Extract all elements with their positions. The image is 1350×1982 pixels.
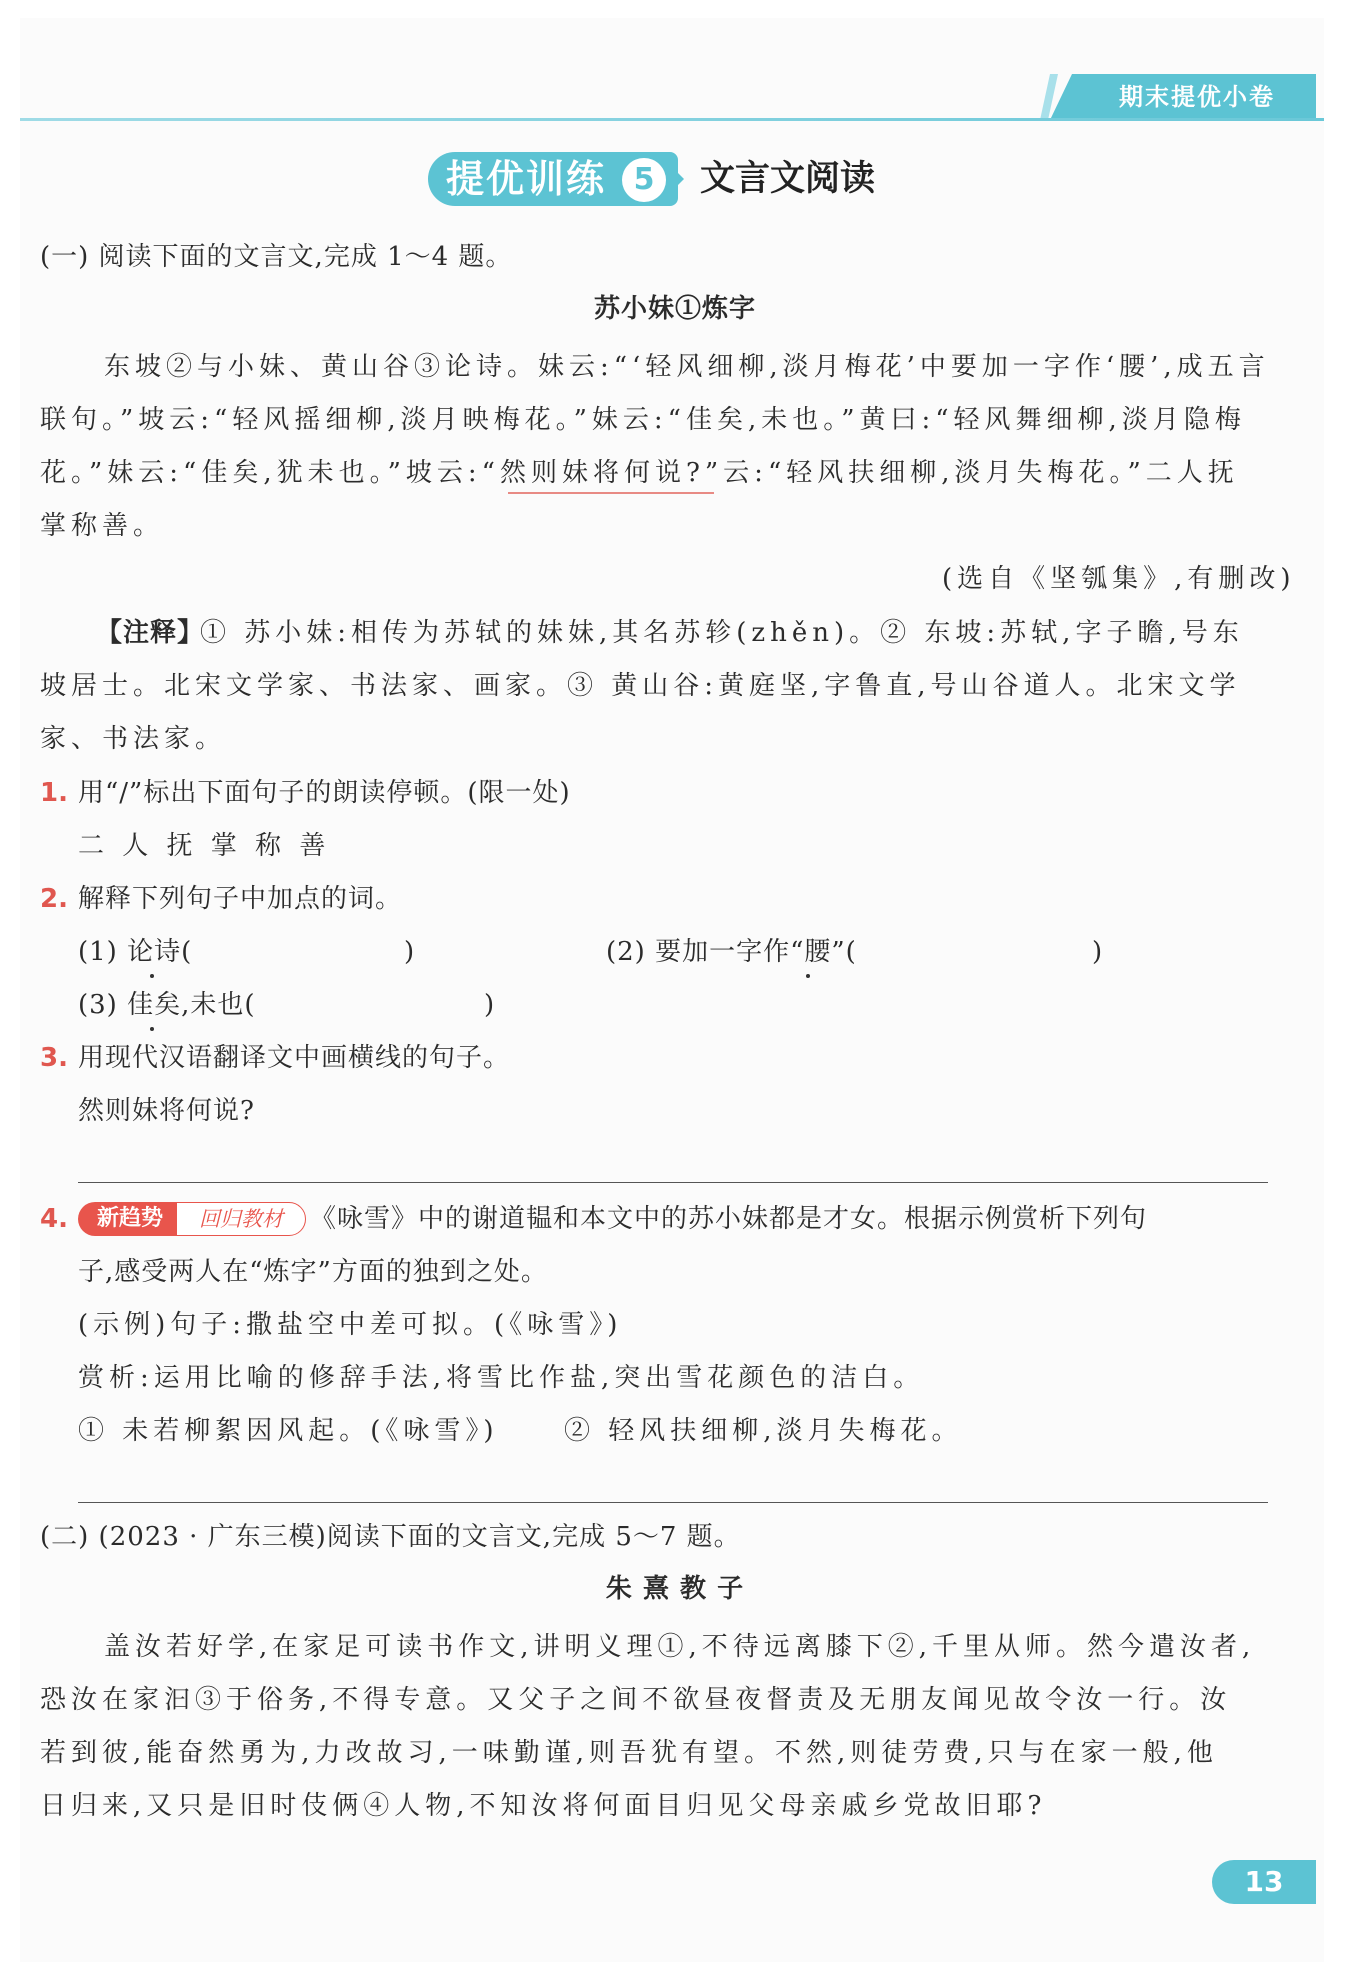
notes-line: ① 苏小妹:相传为苏轼的妹妹,其名苏轸(zhěn)。② 东坡:苏轼,字子瞻,号东 — [200, 618, 1244, 648]
answer-line[interactable] — [78, 1502, 1268, 1503]
question-text: 《咏雪》中的谢道韫和本文中的苏小妹都是才女。根据示例赏析下列句 — [310, 1204, 1148, 1234]
translation-target-underline — [508, 492, 714, 494]
example-sentence: (示例)句子:撒盐空中差可拟。(《咏雪》) — [78, 1310, 623, 1340]
title-arrow-icon — [668, 163, 684, 195]
trend-badge: 新趋势 — [78, 1202, 182, 1236]
section2-paragraph-line: 恐汝在家汩③于俗务,不得专意。又父子之间不欲昼夜督责及无朋友闻见故令汝一行。汝 — [40, 1685, 1232, 1715]
header-divider — [20, 118, 1324, 121]
section1-intro: (一) 阅读下面的文言文,完成 1～4 题。 — [40, 242, 513, 272]
question-number: 1. — [40, 778, 68, 808]
section1-paragraph-line: 掌称善。 — [40, 511, 165, 541]
header-tab-label: 期末提优小卷 — [1119, 83, 1275, 111]
answer-item-close: ) — [1092, 937, 1104, 967]
section2-paragraph-line: 若到彼,能奋然勇为,力改故习,一味勤谨,则吾犹有望。不然,则徒劳费,只与在家一般,他 — [40, 1738, 1218, 1768]
question-number: 3. — [40, 1043, 68, 1073]
section1-paragraph-line: 花。”妹云:“佳矣,犹未也。”坡云:“然则妹将何说?”云:“轻风扶细柳,淡月失梅花。”二人抚 — [40, 458, 1239, 488]
page-number: 13 — [1212, 1860, 1316, 1904]
question-item: ② 轻风扶细柳,淡月失梅花。 — [564, 1416, 963, 1446]
notes-line: 坡居士。北宋文学家、书法家、画家。③ 黄山谷:黄庭坚,字鲁直,号山谷道人。北宋文学 — [40, 671, 1241, 701]
answer-item-close: ) — [404, 937, 416, 967]
emphasis-dot — [150, 974, 154, 978]
section1-passage-title: 苏小妹①炼字 — [593, 294, 756, 324]
question-text: 用现代汉语翻译文中画横线的句子。 — [78, 1043, 511, 1073]
answer-item-close: ) — [484, 990, 496, 1020]
example-analysis: 赏析:运用比喻的修辞手法,将雪比作盐,突出雪花颜色的洁白。 — [78, 1363, 925, 1393]
emphasis-dot — [806, 974, 810, 978]
answer-item-label: (3) 佳矣,未也( — [78, 990, 256, 1020]
section2-passage-title: 朱 熹 教 子 — [605, 1574, 745, 1604]
section1-source: (选自《坚瓠集》,有删改) — [942, 564, 1296, 594]
notes-label: 【注释】 — [96, 618, 205, 648]
textbook-badge: 回归教材 — [176, 1202, 306, 1236]
section2-paragraph-line: 盖汝若好学,在家足可读书作文,讲明义理①,不待远离膝下②,千里从师。然今遣汝者, — [104, 1632, 1256, 1662]
section2-intro: (二) (2023 · 广东三模)阅读下面的文言文,完成 5～7 题。 — [40, 1522, 741, 1552]
question-sentence: 二 人 抚 掌 称 善 — [78, 831, 331, 861]
answer-line[interactable] — [78, 1182, 1268, 1183]
emphasis-dot — [150, 1027, 154, 1031]
question-number: 2. — [40, 884, 68, 914]
question-sentence: 然则妹将何说? — [78, 1096, 255, 1126]
answer-item-label: (1) 论诗( — [78, 937, 193, 967]
question-text: 解释下列句子中加点的词。 — [78, 884, 403, 914]
question-text: 子,感受两人在“炼字”方面的独到之处。 — [78, 1257, 548, 1287]
notes-line: 家、书法家。 — [40, 724, 227, 754]
title-pill-label: 提优训练 — [446, 157, 607, 201]
answer-item-label: (2) 要加一字作“腰”( — [606, 937, 857, 967]
title-number-badge: 5 — [622, 158, 666, 202]
section1-paragraph-line: 东坡②与小妹、黄山谷③论诗。妹云:“‘轻风细柳,淡月梅花’中要加一字作‘腰’,成五言 — [104, 352, 1270, 382]
section2-paragraph-line: 日归来,又只是旧时伎俩④人物,不知汝将何面目归见父母亲戚乡党故旧耶? — [40, 1791, 1047, 1821]
section1-paragraph-line: 联句。”坡云:“轻风摇细柳,淡月映梅花。”妹云:“佳矣,未也。”黄曰:“轻风舞细柳,淡月隐梅 — [40, 405, 1246, 435]
question-number: 4. — [40, 1204, 68, 1234]
page-title: 文言文阅读 — [700, 158, 876, 199]
question-item: ① 未若柳絮因风起。(《咏雪》) — [78, 1416, 499, 1446]
question-text: 用“/”标出下面句子的朗读停顿。(限一处) — [78, 778, 571, 808]
